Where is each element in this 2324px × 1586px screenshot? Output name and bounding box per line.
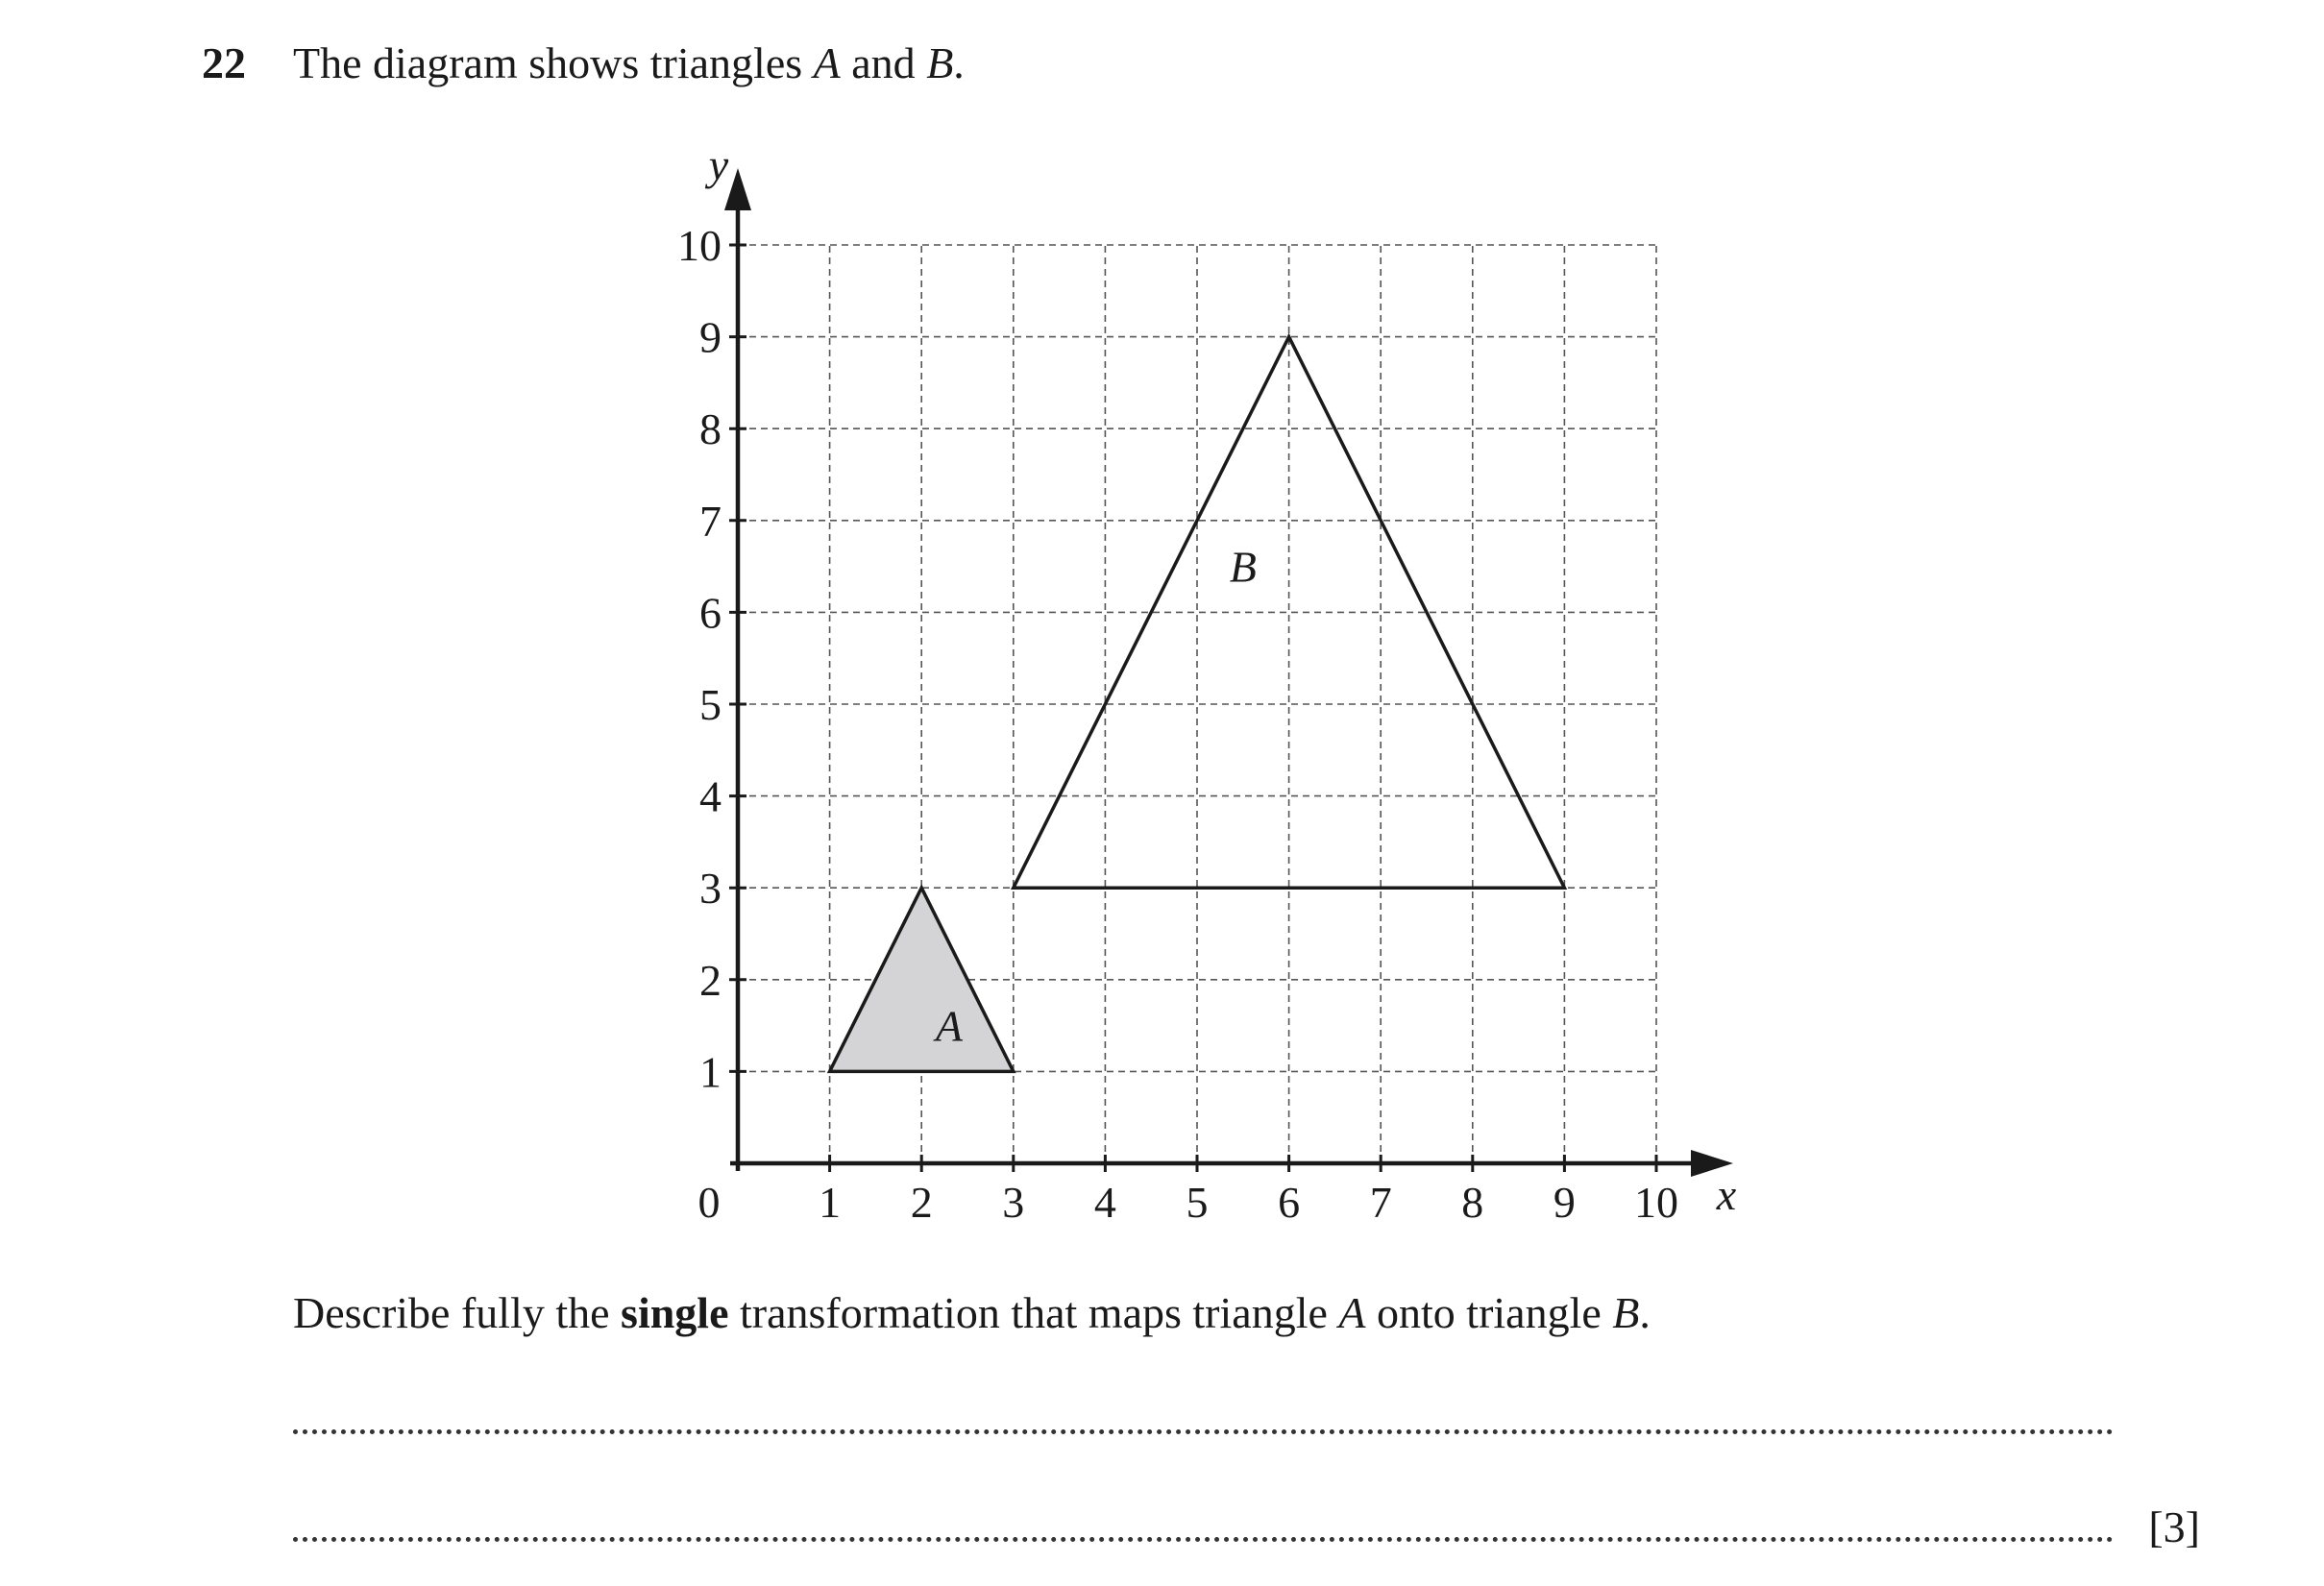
instruction-triangle-a: A (1338, 1288, 1366, 1337)
instruction-text-3: onto triangle (1365, 1288, 1613, 1337)
instruction-text-1: Describe fully the (293, 1288, 622, 1337)
instruction-text-2: transformation that maps triangle (728, 1288, 1339, 1337)
x-tick-label-2: 2 (910, 1178, 933, 1227)
x-tick-label-10: 10 (1634, 1178, 1678, 1227)
question-number: 22 (202, 38, 246, 87)
answer-line-1[interactable] (293, 1429, 2114, 1434)
stem-and: and (840, 38, 927, 87)
y-tick-label-7: 7 (699, 496, 722, 546)
y-axis-label: y (708, 140, 729, 189)
x-tick-label-1: 1 (819, 1178, 842, 1227)
question-instruction (293, 1284, 1651, 1342)
y-tick-label-6: 6 (699, 588, 722, 638)
stem-text-start: The diagram shows triangles (293, 38, 814, 87)
y-tick-label-3: 3 (699, 864, 722, 914)
y-tick-label-10: 10 (677, 221, 722, 270)
instruction-bold-single: single (621, 1288, 729, 1337)
x-tick-label-9: 9 (1553, 1178, 1576, 1227)
y-tick-label-8: 8 (699, 404, 722, 454)
x-tick-label-4: 4 (1093, 1178, 1116, 1227)
x-axis-label: x (1716, 1170, 1737, 1219)
origin-label: 0 (697, 1178, 721, 1227)
y-tick-label-5: 5 (699, 680, 722, 729)
triangle-label-b: B (1229, 542, 1257, 592)
marks-label: [3] (2148, 1502, 2200, 1551)
x-tick-label-3: 3 (1002, 1178, 1025, 1227)
y-tick-label-4: 4 (699, 771, 722, 821)
answer-line-2[interactable] (293, 1537, 2114, 1542)
x-tick-label-6: 6 (1278, 1178, 1301, 1227)
x-tick-label-8: 8 (1461, 1178, 1484, 1227)
stem-triangle-a: A (813, 38, 841, 87)
instruction-end: . (1639, 1288, 1651, 1337)
stem-triangle-b: B (926, 38, 954, 87)
instruction-triangle-b: B (1612, 1288, 1640, 1337)
triangle-label-a: A (935, 1001, 963, 1051)
x-tick-label-5: 5 (1186, 1178, 1209, 1227)
y-tick-label-2: 2 (699, 955, 722, 1005)
y-tick-label-1: 1 (699, 1047, 722, 1097)
x-tick-label-7: 7 (1369, 1178, 1392, 1227)
stem-end: . (953, 38, 965, 87)
y-tick-label-9: 9 (699, 312, 722, 362)
